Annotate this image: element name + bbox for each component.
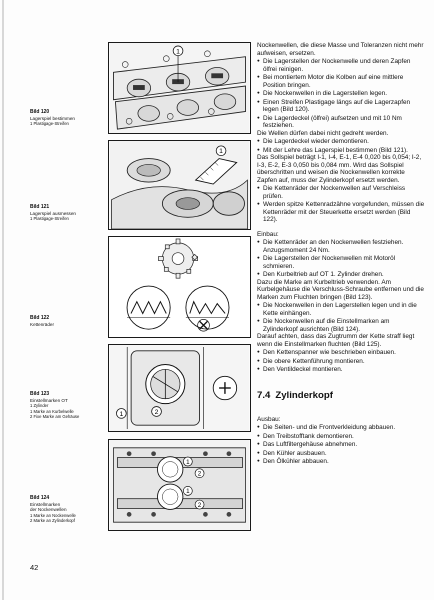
bullet-item: ● Den Kühler ausbauen.	[257, 449, 425, 458]
bullet-item: ● Die Lagerdeckel wieder demontieren.	[257, 137, 425, 146]
caption-line: Lagerspiel bestimmen	[30, 115, 75, 121]
bullet-item: ● Den Ventildeckel montieren.	[257, 365, 425, 374]
bullet-item: ● Den Treibstofftank demontieren.	[257, 432, 425, 441]
caption-line: Einstellmarken OT	[30, 397, 68, 403]
fig120-marker-1: 1	[176, 48, 180, 56]
caption-title: Bild 121	[30, 204, 50, 210]
caption-title: Bild 123	[30, 391, 50, 397]
bullet-item: ● Den Ölkühler abbauen.	[257, 457, 425, 466]
bullet-item: ● Den Kettenspanner wie beschrieben einbauen.	[257, 348, 425, 357]
section-heading	[257, 390, 425, 402]
figure-bild-122	[108, 236, 251, 338]
ausbau-heading: Ausbau:	[257, 415, 281, 423]
figure-bild-124	[108, 439, 251, 531]
caption-bild-123	[30, 392, 104, 420]
body-text-column	[257, 42, 425, 466]
caption-line: Kettenräder	[30, 321, 55, 327]
section-title: Zylinderkopf	[275, 389, 333, 401]
caption-line: 1 Zylinder	[30, 403, 49, 409]
bullet-item: ● Einen Streifen Plastigage längs auf die Lagerzapfen legen (Bild 120).	[257, 98, 425, 114]
bullet-item: ● Den Kurbeltrieb auf OT 1. Zylinder drehen.	[257, 270, 425, 279]
einbau-heading: Einbau:	[257, 230, 279, 238]
body-paragraph: Nockenwellen, die diese Masse und Toleranzen nicht mehr aufweisen, ersetzen.	[257, 42, 424, 57]
tdc-timing-marks-drawing	[109, 345, 250, 431]
fig121-marker-1: 1	[219, 148, 223, 156]
bullet-item: ● Die Nockenwellen in den Lagerstellen legen und in die Kette einhängen.	[257, 301, 425, 317]
caption-bild-122	[30, 316, 104, 327]
bullet-item: ● Die Kettenräder der Nockenwellen auf Verschleiss prüfen.	[257, 184, 425, 200]
bullet-item: ● Die Nockenwellen in die Lagerstellen legen.	[257, 89, 425, 98]
plastigage-measure-drawing	[109, 141, 250, 229]
figure-bild-123	[108, 344, 251, 432]
body-paragraph: Die Wellen dürfen dabei nicht gedreht werden.	[257, 129, 389, 137]
caption-line: 1 Marke an Nockenwelle	[30, 512, 76, 518]
body-paragraph: Darauf achten, dass das Zugtrumm der Kette straff liegt wenn die Einstellmarken fluchten (Bild 125).	[257, 333, 415, 348]
bullet-item: ● Die Seiten- und die Frontverkleidung abbauen.	[257, 423, 425, 432]
caption-line: Lagerspiel ausmessen	[30, 210, 76, 216]
fig123-marker-2: 2	[154, 408, 159, 416]
camshaft-alignment-marks-drawing	[109, 440, 250, 530]
bullet-item: ● Die Nockenwellen auf die Einstellmarken am Zylinderkopf ausrichten (Bild 124).	[257, 317, 425, 333]
figure-bild-121	[108, 140, 251, 230]
bullet-item: ● Die Lagerstellen der Nockenwellen mit Motoröl schmieren.	[257, 254, 425, 270]
section-number: 7.4	[257, 389, 271, 401]
page-number: 42	[30, 563, 39, 572]
bullet-item: ● Das Luftfiltergehäuse abnehmen.	[257, 440, 425, 449]
bullet-item: ● Die Lagerdeckel (ölfrei) aufsetzen und mit 10 Nm festziehen.	[257, 114, 425, 130]
caption-bild-124	[30, 496, 104, 524]
caption-line: 1 Marke an Kurbelwelle	[30, 408, 74, 414]
caption-bild-121	[30, 205, 104, 222]
fig123-marker-1: 1	[119, 410, 124, 418]
fig124-marker-3: 1	[186, 488, 190, 496]
figure-bild-120	[108, 42, 251, 134]
body-paragraph: Dazu die Marke am Kurbeltrieb verwenden. Am Kurbelgehäuse die Verschluss-Schraube entfernen und die Marken zum Fluchten bringen (Bild 123).	[257, 278, 424, 301]
caption-line: der Nockenwellen	[30, 507, 67, 513]
caption-title: Bild 122	[30, 315, 50, 321]
bullet-item: ● Die obere Kettenführung montieren.	[257, 357, 425, 366]
fig124-marker-1: 1	[186, 458, 190, 466]
caption-line: Einstellmarken	[30, 501, 61, 507]
caption-line: 1 Plastigage-Streifen	[30, 216, 69, 222]
caption-bild-120	[30, 110, 104, 127]
bullet-item: ● Werden spitze Kettenradzähne vorgefunden, müssen die Kettenräder mit der Steuerkette ersetzt werden (Bild 122).	[257, 200, 425, 224]
caption-line: 2 Marke an Zylinderkopf	[30, 518, 75, 524]
bullet-item: ● Die Lagerstellen der Nockenwelle und deren Zapfen ölfrei reinigen.	[257, 57, 425, 73]
caption-title: Bild 124	[30, 495, 50, 501]
fig124-marker-2: 2	[197, 470, 202, 478]
caption-line: 1 Plastigage-Streifen	[30, 121, 69, 127]
bullet-item: ● Mit der Lehre das Lagerspiel bestimmen (Bild 121).	[257, 146, 425, 155]
bullet-item: ● Bei montiertem Motor die Kolben auf eine mittlere Position bringen.	[257, 73, 425, 89]
body-paragraph: Das Sollspiel beträgt I-1, I-4, E-1, E-4 0,020 bis 0,054; I-2, I-3, E-2, E-3 0,050 bis 0,084 mm. Wird das Sollspiel überschritten und weisen die Nockenwellen korrekte Zapfen auf, muss der Zylinderkopf ersetzt werden.	[257, 154, 422, 184]
caption-line: 2 Fixe Marke am Gehäuse	[30, 414, 80, 420]
fig124-marker-4: 2	[197, 501, 202, 509]
camshaft-bearing-drawing	[109, 43, 250, 133]
page-edge-shadow	[2, 0, 4, 600]
sprocket-wear-drawing	[109, 237, 250, 337]
caption-title: Bild 120	[30, 109, 50, 115]
bullet-item: ● Die Kettenräder an den Nockenwellen festziehen. Anzugsmoment 24 Nm.	[257, 238, 425, 254]
